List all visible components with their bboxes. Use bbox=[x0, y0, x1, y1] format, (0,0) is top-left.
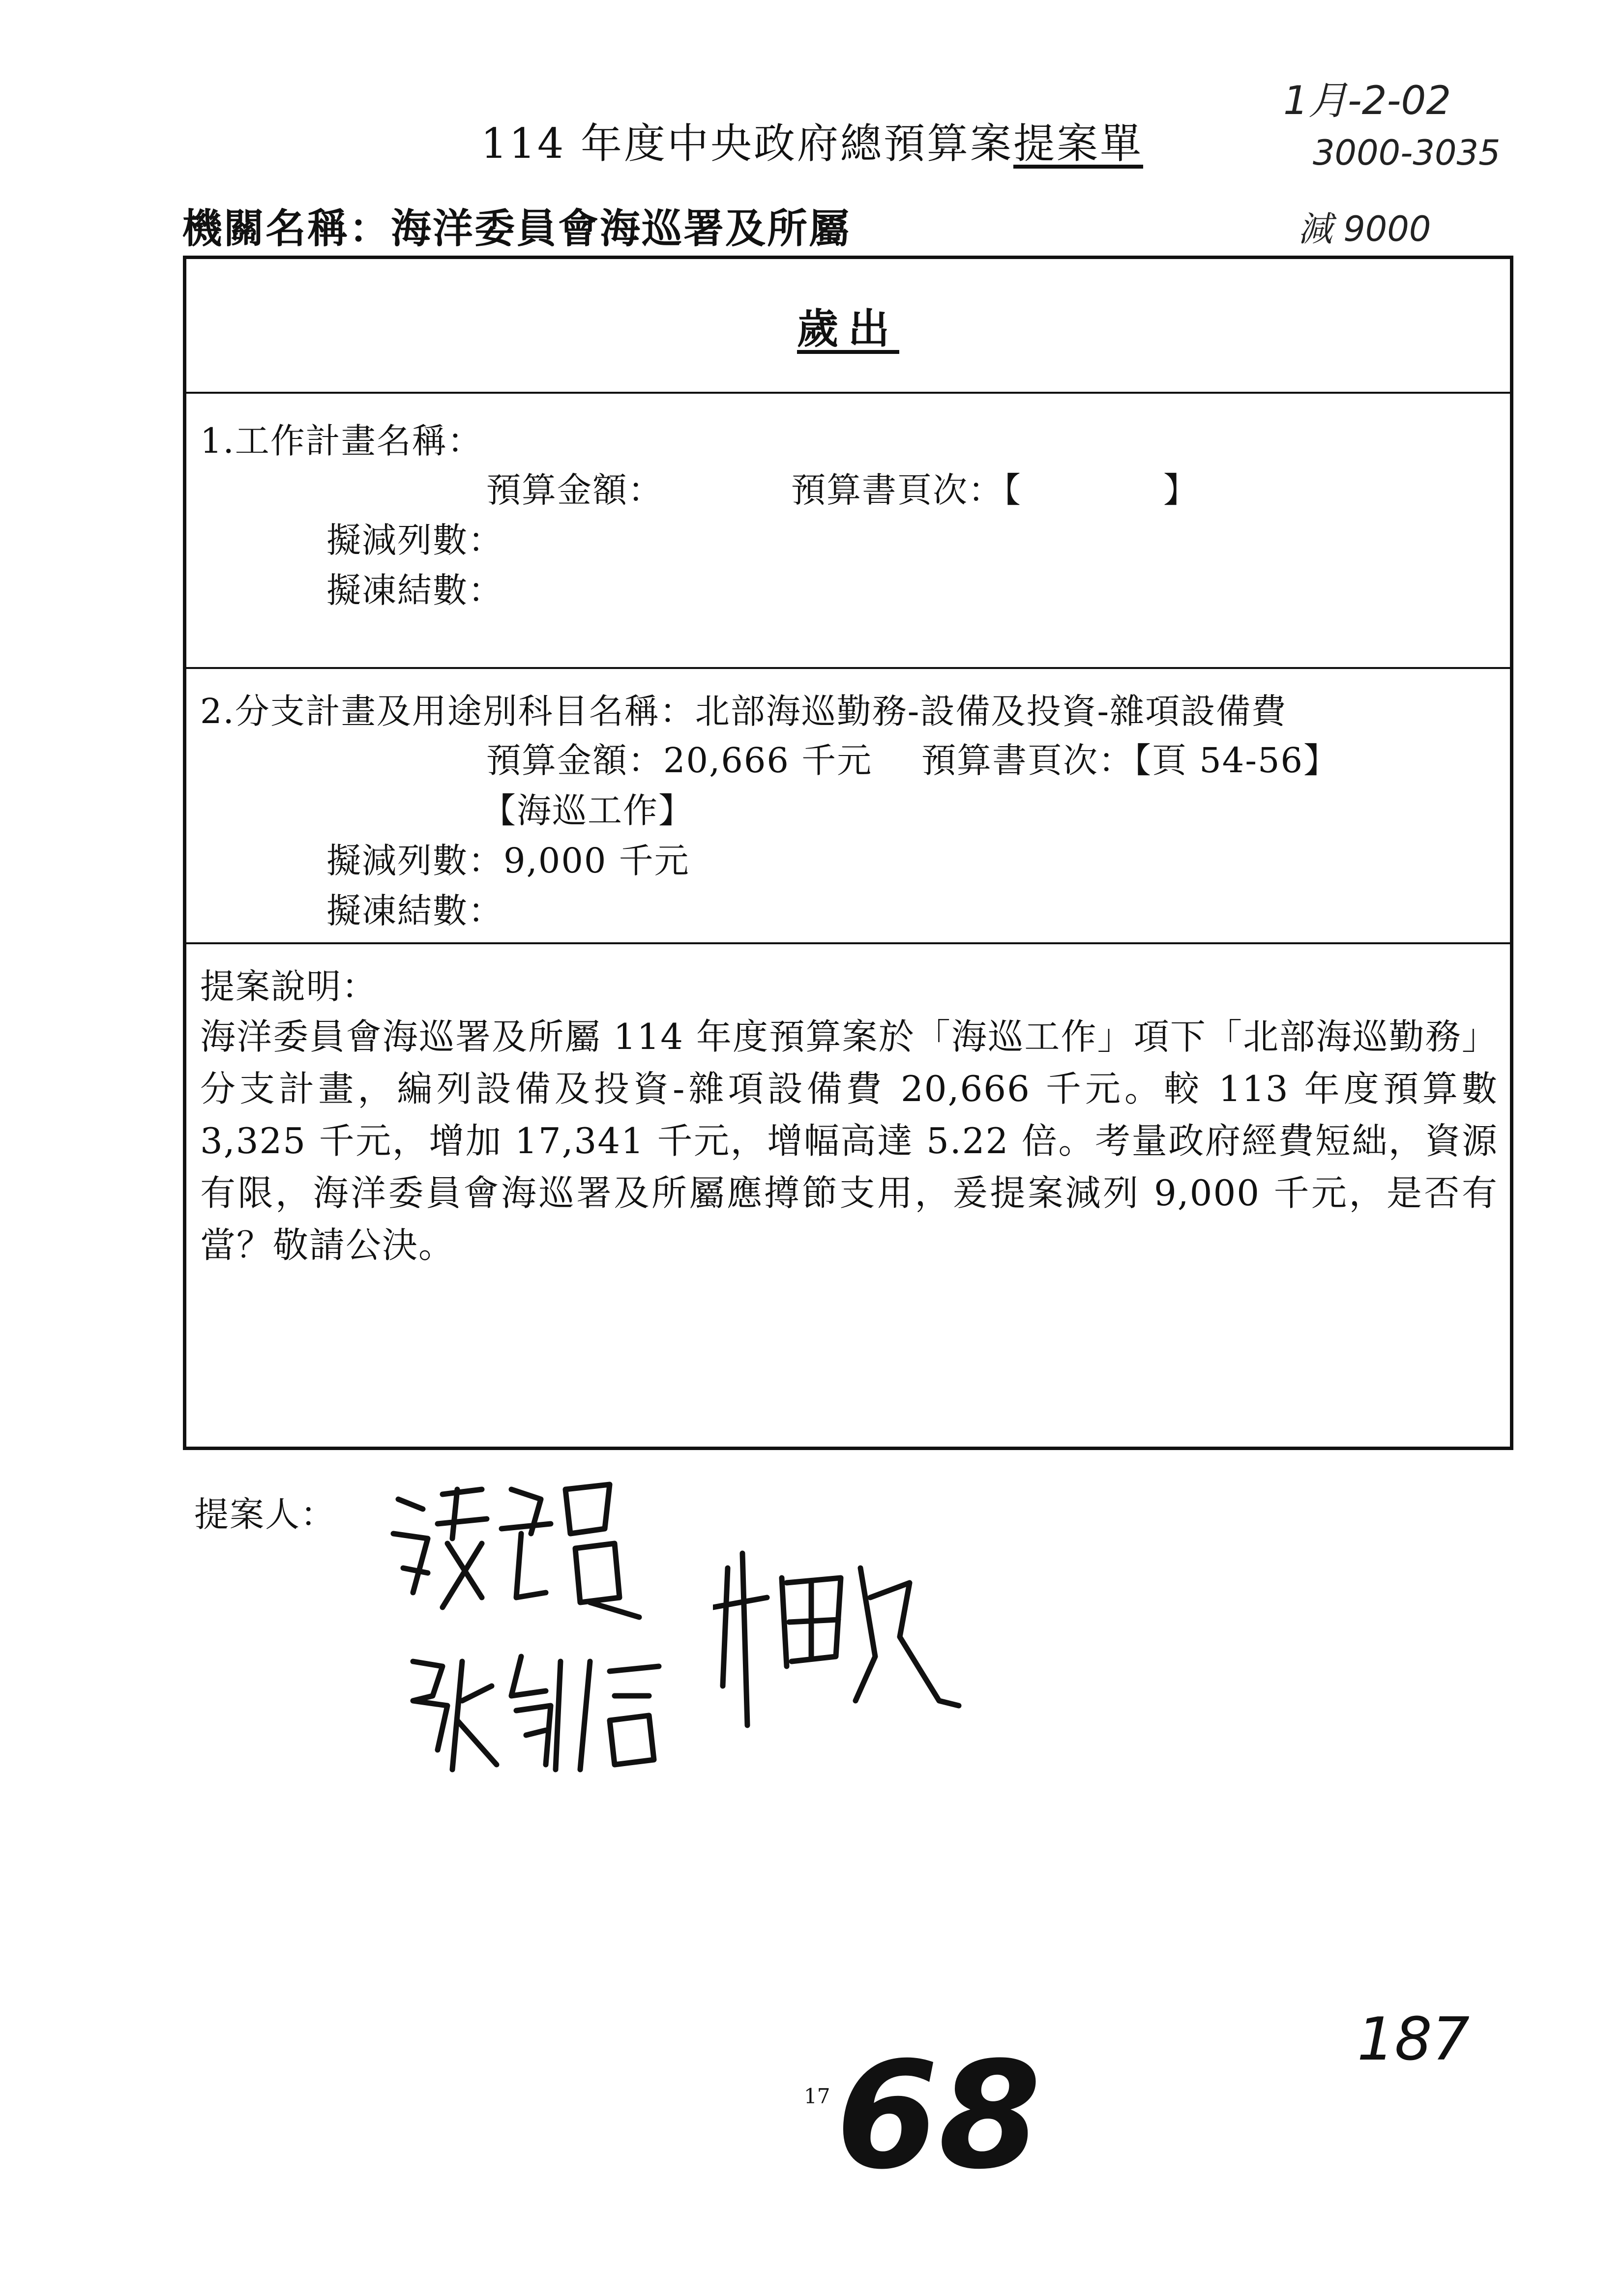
item2-freeze-label: 擬凍結數： bbox=[326, 891, 503, 931]
item1-name-label: 1.工作計畫名稱： bbox=[200, 421, 483, 461]
item1-budget-label: 預算金額： bbox=[486, 470, 663, 510]
handwritten-note-2: 3000-3035 bbox=[1313, 133, 1501, 173]
item1-page-label: 預算書頁次：【 】 bbox=[791, 470, 1199, 510]
title-main: 114 年度中央政府總預算案 bbox=[480, 119, 1014, 168]
item2-program: 【海巡工作】 bbox=[481, 790, 694, 831]
item2-row bbox=[186, 667, 1510, 942]
item2-page: 預算書頁次：【頁 54-56】 bbox=[921, 740, 1339, 781]
title-underlined: 提案單 bbox=[1013, 119, 1144, 168]
item2-budget: 預算金額：20,666 千元 bbox=[486, 740, 873, 781]
handwritten-note-1: 1月-2-02 bbox=[1283, 78, 1451, 123]
agency-name: 機關名稱：海洋委員會海巡署及所屬 bbox=[182, 205, 851, 252]
explanation-row bbox=[186, 942, 1510, 1447]
page-number: 17 bbox=[804, 2084, 830, 2108]
corner-number: 187 bbox=[1357, 2005, 1470, 2074]
section-head bbox=[186, 296, 1510, 355]
signature-3 bbox=[713, 1539, 969, 1745]
item1-cut-label: 擬減列數： bbox=[326, 520, 503, 560]
handwritten-note-3: 減 9000 bbox=[1298, 209, 1431, 249]
item2-cut: 擬減列數：9,000 千元 bbox=[326, 841, 690, 881]
signature-1 bbox=[384, 1470, 659, 1627]
item1-freeze-label: 擬凍結數： bbox=[326, 570, 503, 610]
item1-row bbox=[186, 392, 1510, 667]
explanation-label: 提案說明： bbox=[200, 966, 377, 1007]
explanation-text: 海洋委員會海巡署及所屬 114 年度預算案於「海巡工作」項下「北部海巡勤務」分支計畫，編列設備及投資-雜項設備費 20,666 千元。較 113 年度預算數 3,325 千元，增加 17,341 千元，增幅高達 5.22 倍。考量政府經費短絀，資源有限，海洋委員會海巡署及所屬應撙節支用，爰提案減列 9,000 千元，是否有當？敬請公決。 bbox=[200, 1016, 1498, 1266]
section-head-label: 歲出 bbox=[797, 304, 899, 353]
proposal-form bbox=[183, 256, 1513, 1450]
section-header-row bbox=[186, 259, 1510, 392]
handwritten-number: 68 bbox=[836, 2030, 1041, 2202]
item2-name-label: 2.分支計畫及用途別科目名稱：北部海巡勤務-設備及投資-雜項設備費 bbox=[200, 691, 1287, 731]
signature-2 bbox=[403, 1642, 679, 1789]
proposer-label: 提案人： bbox=[194, 1494, 336, 1535]
